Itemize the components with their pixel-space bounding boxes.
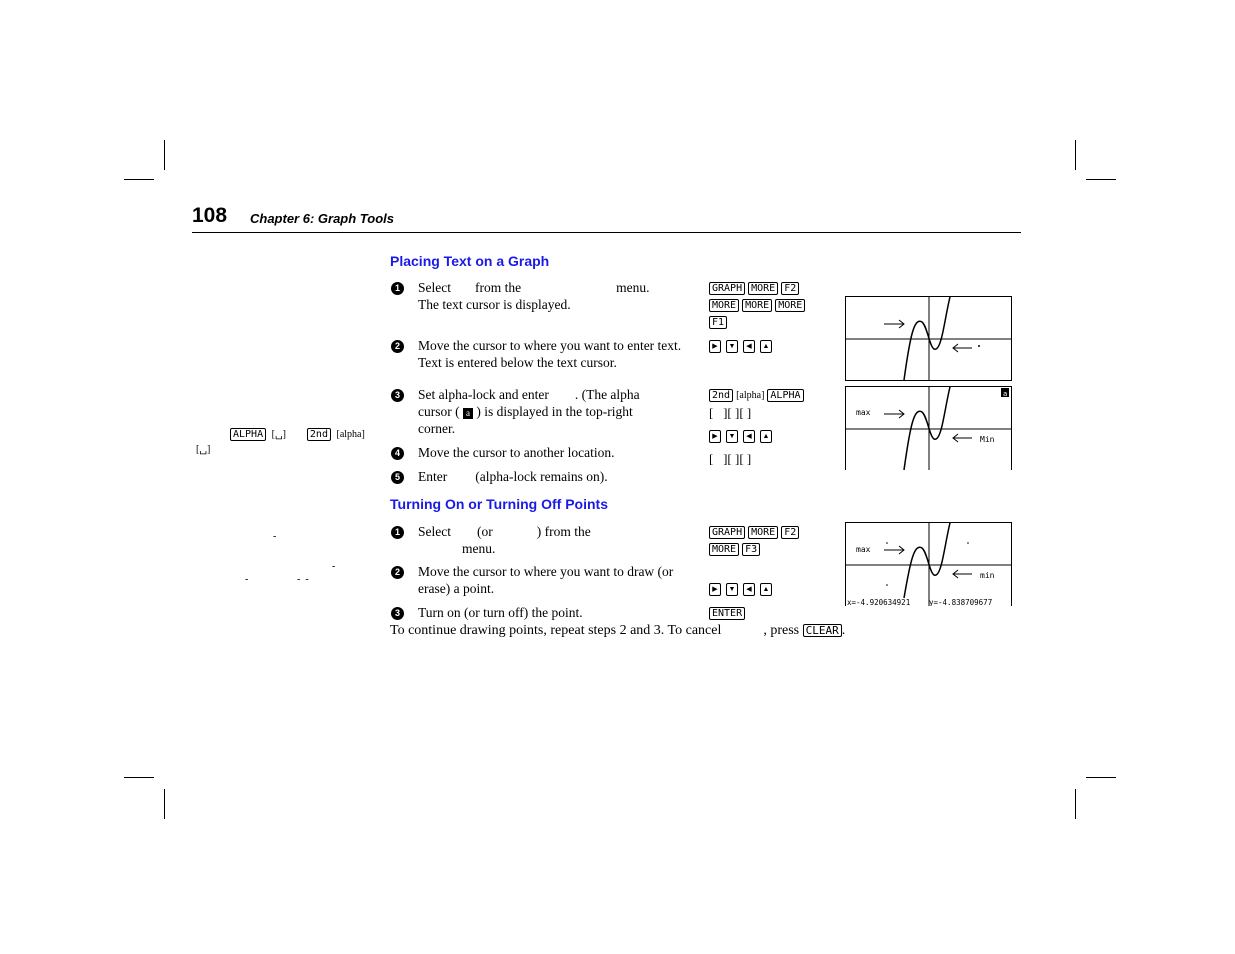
key-alpha-lower: [alpha] xyxy=(736,390,765,401)
key-graph: GRAPH xyxy=(709,282,745,295)
step-text: Set alpha-lock and enter . (The alpha cursor ( a ) is displayed in the top-right corner. xyxy=(418,387,640,436)
arrow-right-icon xyxy=(884,320,904,328)
step-number: 3 xyxy=(391,389,404,402)
margin-dash: - xyxy=(273,531,277,542)
step-number: 1 xyxy=(391,526,404,539)
arrow-keys xyxy=(709,581,777,598)
plotted-point xyxy=(967,542,969,544)
arrow-left-icon xyxy=(953,344,972,352)
margin-key-alpha: ALPHA xyxy=(230,428,266,441)
crop-mark xyxy=(1075,789,1076,819)
step-number: 4 xyxy=(391,447,404,460)
step-text: Move the cursor to where you want to enter text. Text is entered below the text cursor. xyxy=(418,338,682,370)
crop-mark xyxy=(124,777,154,778)
max-label: max xyxy=(856,545,871,554)
keystroke-row xyxy=(709,541,763,558)
left-arrow-icon: ◀ xyxy=(743,340,755,353)
step-number: 3 xyxy=(391,607,404,620)
step-number: 2 xyxy=(391,340,404,353)
bracket-keys: [ ][ ][ ] xyxy=(709,405,752,420)
section-heading: Placing Text on a Graph xyxy=(390,253,550,269)
right-arrow-icon: ▶ xyxy=(709,340,721,353)
arrow-right-icon xyxy=(884,410,904,418)
calculator-screen xyxy=(845,386,1012,470)
margin-note xyxy=(230,428,365,441)
step-text: Enter (alpha-lock remains on). xyxy=(418,469,608,484)
key-more: MORE xyxy=(709,543,739,556)
up-arrow-icon: ▲ xyxy=(760,583,772,596)
step-text: Select from the menu. The text cursor is displayed. xyxy=(418,280,650,312)
step-text: Select (or ) from the menu. xyxy=(418,524,591,556)
key-more: MORE xyxy=(742,299,772,312)
crop-mark xyxy=(1086,777,1116,778)
text-cursor xyxy=(978,345,980,347)
right-arrow-icon: ▶ xyxy=(709,430,721,443)
down-arrow-icon: ▼ xyxy=(726,583,738,596)
key-more: MORE xyxy=(748,282,778,295)
y-coordinate: y=-4.838709677 xyxy=(929,598,993,606)
space-glyph: [␣] xyxy=(271,429,286,440)
margin-dash: - xyxy=(332,561,336,572)
graph-plot xyxy=(846,297,1011,380)
key-more: MORE xyxy=(748,526,778,539)
down-arrow-icon: ▼ xyxy=(726,340,738,353)
step-number: 2 xyxy=(391,566,404,579)
keystroke-row xyxy=(709,387,807,404)
arrow-right-icon xyxy=(884,546,904,554)
calculator-screen xyxy=(845,296,1012,381)
alpha-cursor-icon: a xyxy=(463,408,473,419)
step-text: Move the cursor to where you want to draw (or erase) a point. xyxy=(418,564,674,596)
key-graph: GRAPH xyxy=(709,526,745,539)
key-f2: F2 xyxy=(781,526,799,539)
down-arrow-icon: ▼ xyxy=(726,430,738,443)
margin-key-alpha-lower: [alpha] xyxy=(336,429,365,440)
left-arrow-icon: ◀ xyxy=(743,430,755,443)
alpha-indicator-text: a xyxy=(1003,390,1008,398)
step-number: 5 xyxy=(391,471,404,484)
crop-mark xyxy=(1075,140,1076,170)
graph-plot xyxy=(846,387,1011,470)
margin-dash: - - xyxy=(297,574,309,585)
margin-key-2nd: 2nd xyxy=(307,428,331,441)
arrow-keys xyxy=(709,338,777,355)
key-f1: F1 xyxy=(709,316,727,329)
min-label: Min xyxy=(980,435,995,444)
key-enter: ENTER xyxy=(709,607,745,620)
key-alpha: ALPHA xyxy=(767,389,803,402)
step-text: Turn on (or turn off) the point. xyxy=(418,605,583,620)
step-text: Move the cursor to another location. xyxy=(418,445,615,460)
margin-dash: - xyxy=(245,574,249,585)
crop-mark xyxy=(164,140,165,170)
space-glyph: [␣] xyxy=(196,444,211,455)
key-more: MORE xyxy=(709,299,739,312)
keystroke-row xyxy=(709,280,802,297)
step-number: 1 xyxy=(391,282,404,295)
crop-mark xyxy=(124,179,154,180)
up-arrow-icon: ▲ xyxy=(760,430,772,443)
keystroke-row xyxy=(709,605,748,622)
section-heading: Turning On or Turning Off Points xyxy=(390,496,608,512)
left-arrow-icon: ◀ xyxy=(743,583,755,596)
plotted-point xyxy=(886,584,888,586)
arrow-left-icon xyxy=(953,434,972,442)
curve xyxy=(904,523,950,598)
key-f3: F3 xyxy=(742,543,760,556)
up-arrow-icon: ▲ xyxy=(760,340,772,353)
arrow-left-icon xyxy=(953,570,972,578)
bracket-keys: [ ][ ][ ] xyxy=(709,451,752,466)
min-label: min xyxy=(980,571,995,580)
plotted-point xyxy=(886,542,888,544)
key-2nd: 2nd xyxy=(709,389,733,402)
chapter-title: Chapter 6: Graph Tools xyxy=(250,211,394,226)
keystroke-row xyxy=(709,314,730,331)
calculator-screen xyxy=(845,522,1012,606)
graph-plot xyxy=(846,523,1011,606)
x-coordinate: x=-4.920634921 xyxy=(847,598,911,606)
page-number: 108 xyxy=(192,204,228,227)
keystroke-row xyxy=(709,297,808,314)
right-arrow-icon: ▶ xyxy=(709,583,721,596)
crop-mark xyxy=(164,789,165,819)
key-clear: CLEAR xyxy=(803,624,842,637)
closing-instruction: To continue drawing points, repeat steps 2 and 3. To cancel , press CLEAR . xyxy=(390,623,846,638)
keystroke-row xyxy=(709,524,802,541)
key-f2: F2 xyxy=(781,282,799,295)
arrow-keys xyxy=(709,428,777,445)
max-label: max xyxy=(856,408,871,417)
header-rule xyxy=(192,232,1021,233)
key-more: MORE xyxy=(775,299,805,312)
crop-mark xyxy=(1086,179,1116,180)
